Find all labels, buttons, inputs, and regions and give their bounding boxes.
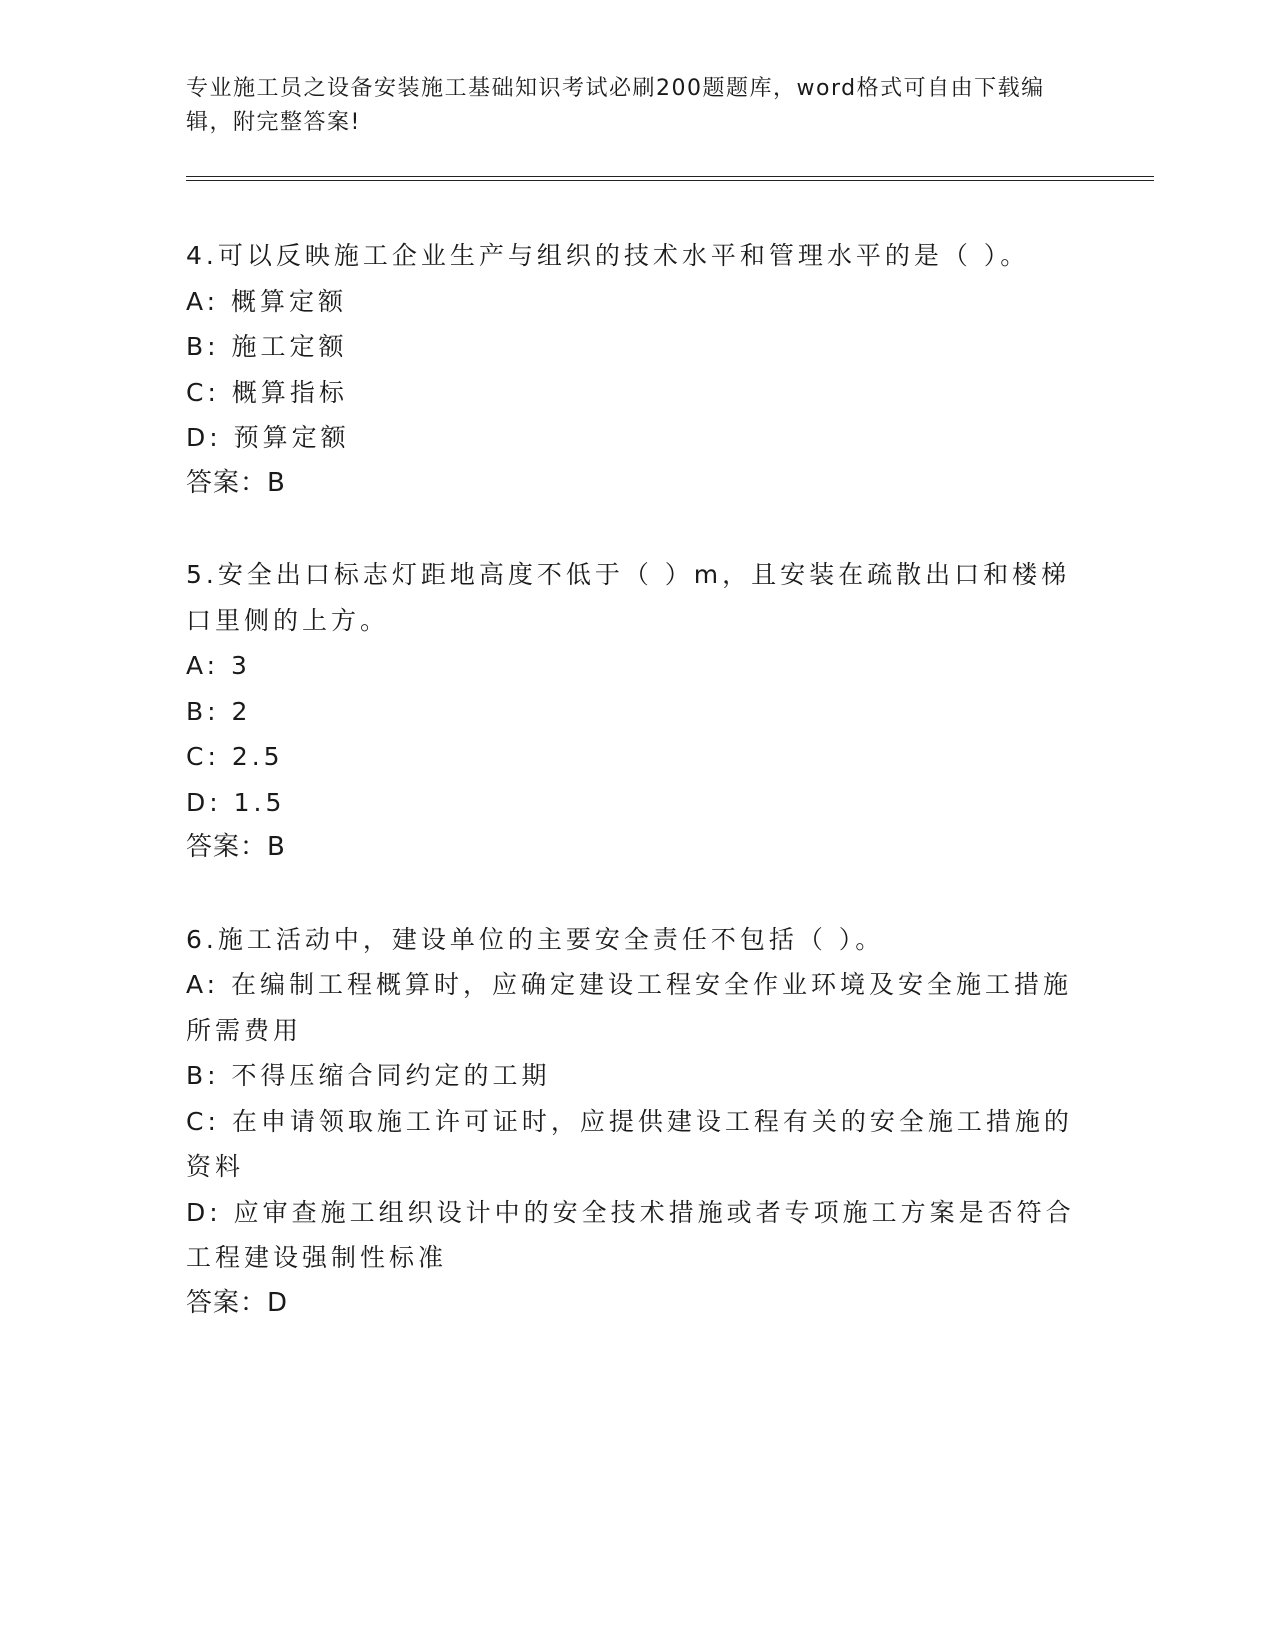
question-stem: 5.安全出口标志灯距地高度不低于（ ）m，且安装在疏散出口和楼梯口里侧的上方。 [186, 560, 1071, 635]
answer-line: 答案：B [186, 832, 286, 862]
document-header: 专业施工员之设备安装施工基础知识考试必刷200题题库，word格式可自由下载编辑，附完整答案! [186, 76, 1045, 135]
answer-line: 答案：D [186, 1287, 289, 1318]
option-a: A: 概算定额 [186, 286, 348, 316]
question-list [186, 233, 1076, 1372]
question-item [186, 552, 1076, 871]
option-a: A: 在编制工程概算时，应确定建设工程安全作业环境及安全施工措施所需费用 [186, 970, 1073, 1045]
option-d: D: 预算定额 [186, 423, 350, 452]
option-b: B: 施工定额 [186, 332, 348, 361]
option-c: C: 概算指标 [186, 377, 348, 407]
question-stem: 4.可以反映施工企业生产与组织的技术水平和管理水平的是（ ）。 [186, 241, 1030, 270]
option-b: B: 2 [186, 696, 252, 726]
question-stem: 6.施工活动中，建设单位的主要安全责任不包括（ ）。 [186, 924, 885, 954]
option-a: A: 3 [186, 651, 251, 680]
option-d: D: 应审查施工组织设计中的安全技术措施或者专项施工方案是否符合工程建设强制性标准 [186, 1197, 1075, 1272]
option-c: C: 在申请领取施工许可证时，应提供建设工程有关的安全施工措施的资料 [186, 1106, 1073, 1181]
question-item [186, 233, 1076, 506]
header-divider [186, 176, 1154, 181]
option-c: C: 2.5 [186, 742, 284, 771]
option-d: D: 1.5 [186, 787, 286, 817]
option-b: B: 不得压缩合同约定的工期 [186, 1061, 551, 1090]
answer-line: 答案：B [186, 467, 286, 498]
question-item [186, 917, 1076, 1327]
